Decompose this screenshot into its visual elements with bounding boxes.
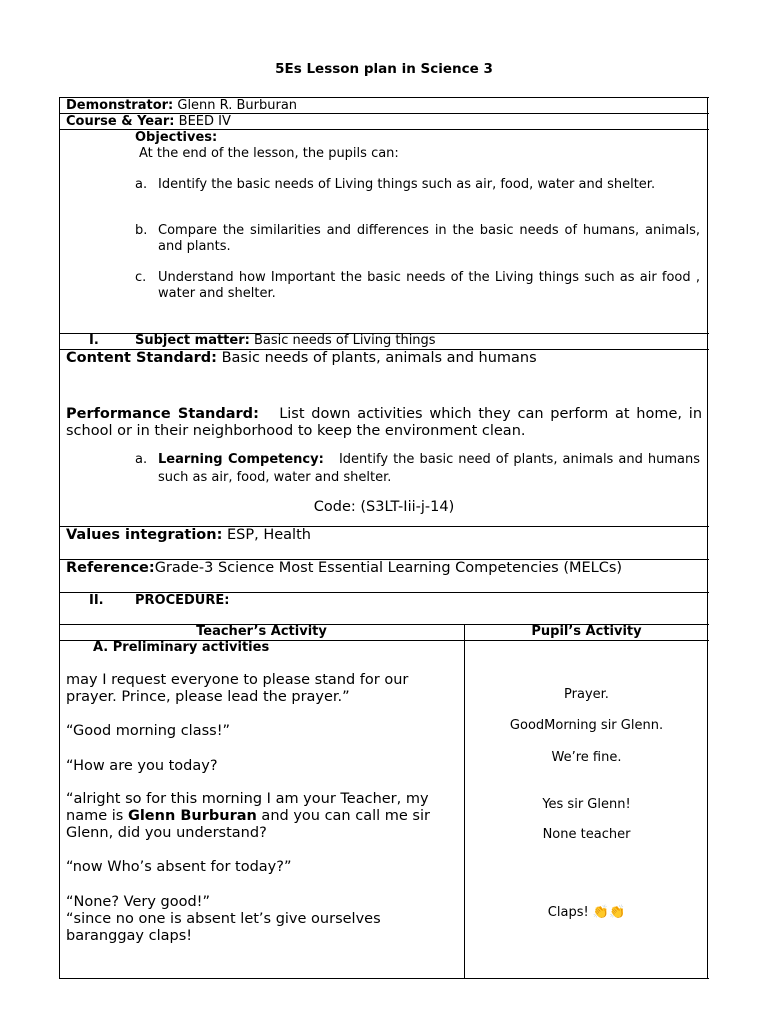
- pupil-line: Claps! 👏👏: [547, 905, 626, 920]
- objectives-heading: Objectives:: [135, 130, 218, 145]
- teacher-activity-header: Teacher’s Activity: [196, 624, 327, 639]
- subject-matter-value: Basic needs of Living things: [253, 333, 436, 348]
- reference-value: Grade-3 Science Most Essential Learning Competencies (MELCs): [154, 560, 623, 576]
- reference-label: Reference:: [66, 560, 155, 576]
- objective-text: Understand how Important the basic needs of the Living things such as air food , water and shelter.: [158, 270, 700, 301]
- pupil-line: Yes sir Glenn!: [542, 797, 631, 812]
- teacher-line: “since no one is absent let’s give ourselves baranggay claps!: [66, 911, 381, 944]
- objective-marker: b.: [135, 223, 148, 238]
- teacher-line-intro: [66, 791, 458, 842]
- content-standard-value: Basic needs of plants, animals and humans: [221, 350, 537, 366]
- subject-matter-row: [135, 333, 436, 349]
- course-value: BEED IV: [178, 114, 231, 129]
- teacher-line-part: “alright so for this morning I am your Teacher, my name is: [66, 791, 429, 824]
- pupil-line: None teacher: [542, 827, 631, 842]
- teacher-line: “None? Very good!”: [66, 894, 210, 910]
- preliminary-activities-heading: A. Preliminary activities: [93, 640, 270, 655]
- teacher-name: Glenn Burburan: [127, 808, 257, 824]
- performance-standard: [66, 406, 702, 440]
- objective-marker: c.: [135, 270, 147, 285]
- content-standard: [66, 350, 537, 367]
- document-title: 5Es Lesson plan in Science 3: [275, 61, 493, 77]
- content-standard-label: Content Standard:: [66, 350, 217, 366]
- course-row: [66, 114, 231, 130]
- pupil-line: Prayer.: [564, 687, 609, 702]
- reference: [66, 560, 622, 577]
- learning-competency-marker: a.: [135, 452, 148, 467]
- row-divider: [59, 978, 709, 979]
- procedure-heading: PROCEDURE:: [135, 593, 230, 608]
- teacher-line: may I request everyone to please stand for our prayer. Prince, please lead the prayer.”: [66, 672, 409, 705]
- values-integration-label: Values integration:: [66, 527, 223, 543]
- objectives-intro: At the end of the lesson, the pupils can:: [139, 146, 399, 161]
- pupil-activity-header: Pupil’s Activity: [531, 624, 642, 639]
- teacher-line: “How are you today?: [66, 758, 218, 774]
- learning-competency: [158, 451, 700, 487]
- teacher-line-part: and you can call me sir Glenn, did you understand?: [66, 808, 430, 841]
- pupil-line: GoodMorning sir Glenn.: [509, 718, 664, 733]
- objective-text: Identify the basic needs of Living things such as air, food, water and shelter.: [158, 177, 656, 192]
- course-label: Course & Year:: [66, 114, 175, 129]
- learning-competency-label: Learning Competency:: [158, 452, 324, 467]
- objective-marker: a.: [135, 177, 148, 192]
- pupil-line: We’re fine.: [551, 750, 622, 765]
- values-integration-value: ESP, Health: [227, 527, 311, 543]
- subject-matter-label: Subject matter:: [135, 333, 250, 348]
- demonstrator-label: Demonstrator:: [66, 98, 174, 113]
- teacher-line: “Good morning class!”: [66, 723, 231, 739]
- demonstrator-value: Glenn R. Burburan: [177, 98, 298, 113]
- procedure-numeral: II.: [89, 593, 104, 608]
- subject-matter-numeral: I.: [89, 333, 99, 348]
- competency-code: Code: (S3LT-Iii-j-14): [313, 499, 455, 515]
- learning-competency-value: Identify the basic need of plants, animals and humans such as air, food, water and shelter.: [158, 452, 701, 485]
- values-integration: [66, 527, 311, 544]
- performance-standard-label: Performance Standard:: [66, 406, 259, 422]
- demonstrator-row: [66, 98, 297, 114]
- objective-text: Compare the similarities and differences in the basic needs of humans, animals, and plants.: [158, 223, 700, 254]
- teacher-line: “now Who’s absent for today?”: [66, 859, 292, 875]
- performance-standard-value: List down activities which they can perform at home, in school or in their neighborhood to keep the environment clean.: [66, 406, 703, 439]
